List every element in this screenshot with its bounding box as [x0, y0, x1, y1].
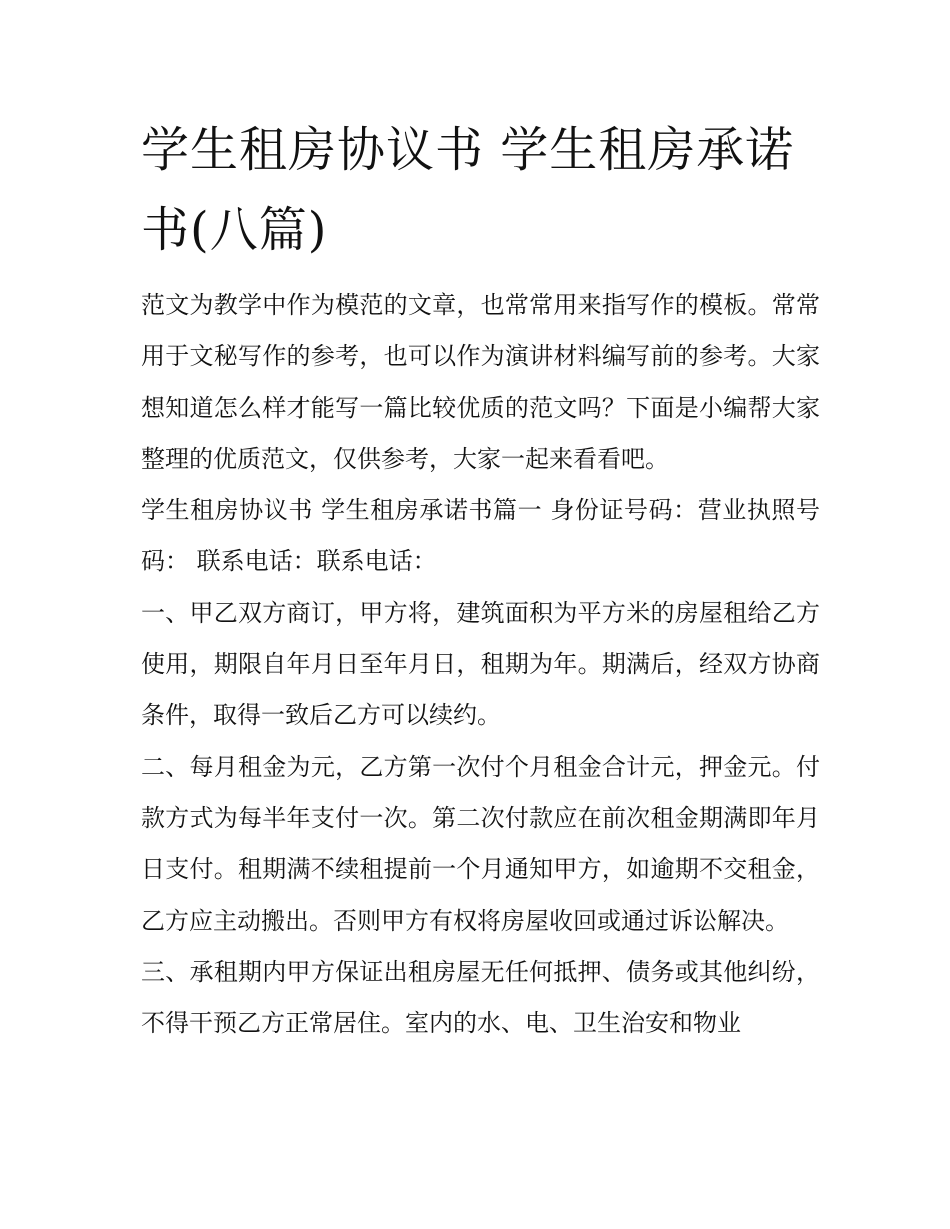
- clause-3-paragraph: 三、承租期内甲方保证出租房屋无任何抵押、债务或其他纠纷，不得干预乙方正常居住。室内的水、电、卫生治安和物业: [141, 957, 820, 1038]
- clause-1-paragraph: 一、甲乙双方商订，甲方将，建筑面积为平方米的房屋租给乙方使用，期限自年月日至年月日，租期为年。期满后，经双方协商条件，取得一致后乙方可以续约。: [141, 598, 820, 730]
- intro-paragraph: 范文为教学中作为模范的文章，也常常用来指写作的模板。常常用于文秘写作的参考，也可以作为演讲材料编写前的参考。大家想知道怎么样才能写一篇比较优质的范文吗？下面是小编帮大家整理的优质范文，仅供参考，大家一起来看看吧。: [141, 291, 820, 473]
- party-info-paragraph: 学生租房协议书 学生租房承诺书篇一 身份证号码：营业执照号码： 联系电话：联系电话：: [141, 496, 820, 576]
- document-body: [141, 280, 820, 1049]
- clause-2-paragraph: 二、每月租金为元，乙方第一次付个月租金合计元，押金元。付款方式为每半年支付一次。第二次付款应在前次租金期满即年月日支付。租期满不续租提前一个月通知甲方，如逾期不交租金，乙方应主动搬出。否则甲方有权将房屋收回或通过诉讼解决。: [141, 752, 820, 935]
- document-title: 学生租房协议书 学生租房承诺书(八篇): [141, 122, 795, 258]
